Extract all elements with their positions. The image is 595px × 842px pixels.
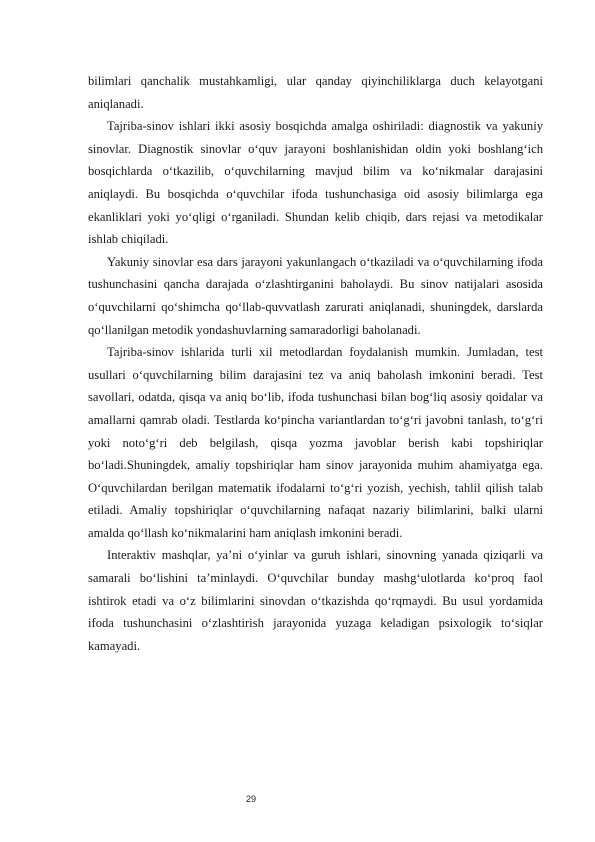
body-text (88, 70, 543, 657)
paragraph-continuation: bilimlari qanchalik mustahkamligi, ular qanday qiyinchiliklarga duch kelayotgani aniqlanadi. (88, 74, 543, 111)
paragraph-test-stages: Tajriba-sinov ishlari ikki asosiy bosqichda amalga oshiriladi: diagnostik va yakuniy sinovlar. Diagnostik sinovlar o‘quv jarayoni boshlanishidan oldin yoki boshlang‘ich bosqichlarda o‘tkazilib, o‘quvchilarning mavjud bilim va ko‘nikmalar darajasini aniqlaydi. Bu bosqichda o‘quvchilar ifoda tushunchasiga oid asosiy bilimlarga ega ekanliklari yoki yo‘qligi o‘rganiladi. Shundan kelib chiqib, dars rejasi va metodikalar ishlab chiqiladi. (88, 119, 543, 247)
page-number: 29 (246, 794, 257, 804)
paragraph-methods: Tajriba-sinov ishlarida turli xil metodlardan foydalanish mumkin. Jumladan, test usullari o‘quvchilarning bilim darajasini tez va aniq baholash imkonini beradi. Test savollari, odatda, qisqa va aniq bo‘lib, ifoda tushunchasi bilan bog‘liq asosiy qoidalar va amallarni qamrab oladi. Testlarda ko‘pincha variantlardan to‘g‘ri javobni tanlash, to‘g‘ri yoki noto‘g‘ri deb belgilash, qisqa yozma javoblar berish kabi topshiriqlar bo‘ladi.Shuningdek, amaliy topshiriqlar ham sinov jarayonida muhim ahamiyatga ega. O‘quvchilardan berilgan matematik ifodalarni to‘g‘ri yozish, yechish, tahlil qilish talab etiladi. Amaliy topshiriqlar o‘quvchilarning nafaqat nazariy bilimlarini, balki ularni amalda qo‘llash ko‘nikmalarini ham aniqlash imkonini beradi. (88, 345, 543, 540)
paragraph-interactive-exercises: Interaktiv mashqlar, ya’ni o‘yinlar va guruh ishlari, sinovning yanada qiziqarli va samarali bo‘lishini ta’minlaydi. O‘quvchilar bunday mashg‘ulotlarda ko‘proq faol ishtirok etadi va o‘z bilimlarini sinovdan o‘tkazishda qo‘rqmaydi. Bu usul yordamida ifoda tushunchasini o‘zlashtirish jarayonida yuzaga keladigan psixologik to‘siqlar kamayadi. (88, 548, 543, 653)
paragraph-final-tests: Yakuniy sinovlar esa dars jarayoni yakunlangach o‘tkaziladi va o‘quvchilarning ifoda tushunchasini qancha darajada o‘zlashtirganini baholaydi. Bu sinov natijalari asosida o‘quvchilarni qo‘shimcha qo‘llab-quvvatlash zarurati aniqlanadi, shuningdek, darslarda qo‘llanilgan metodik yondashuvlarning samaradorligi baholanadi. (88, 254, 543, 337)
